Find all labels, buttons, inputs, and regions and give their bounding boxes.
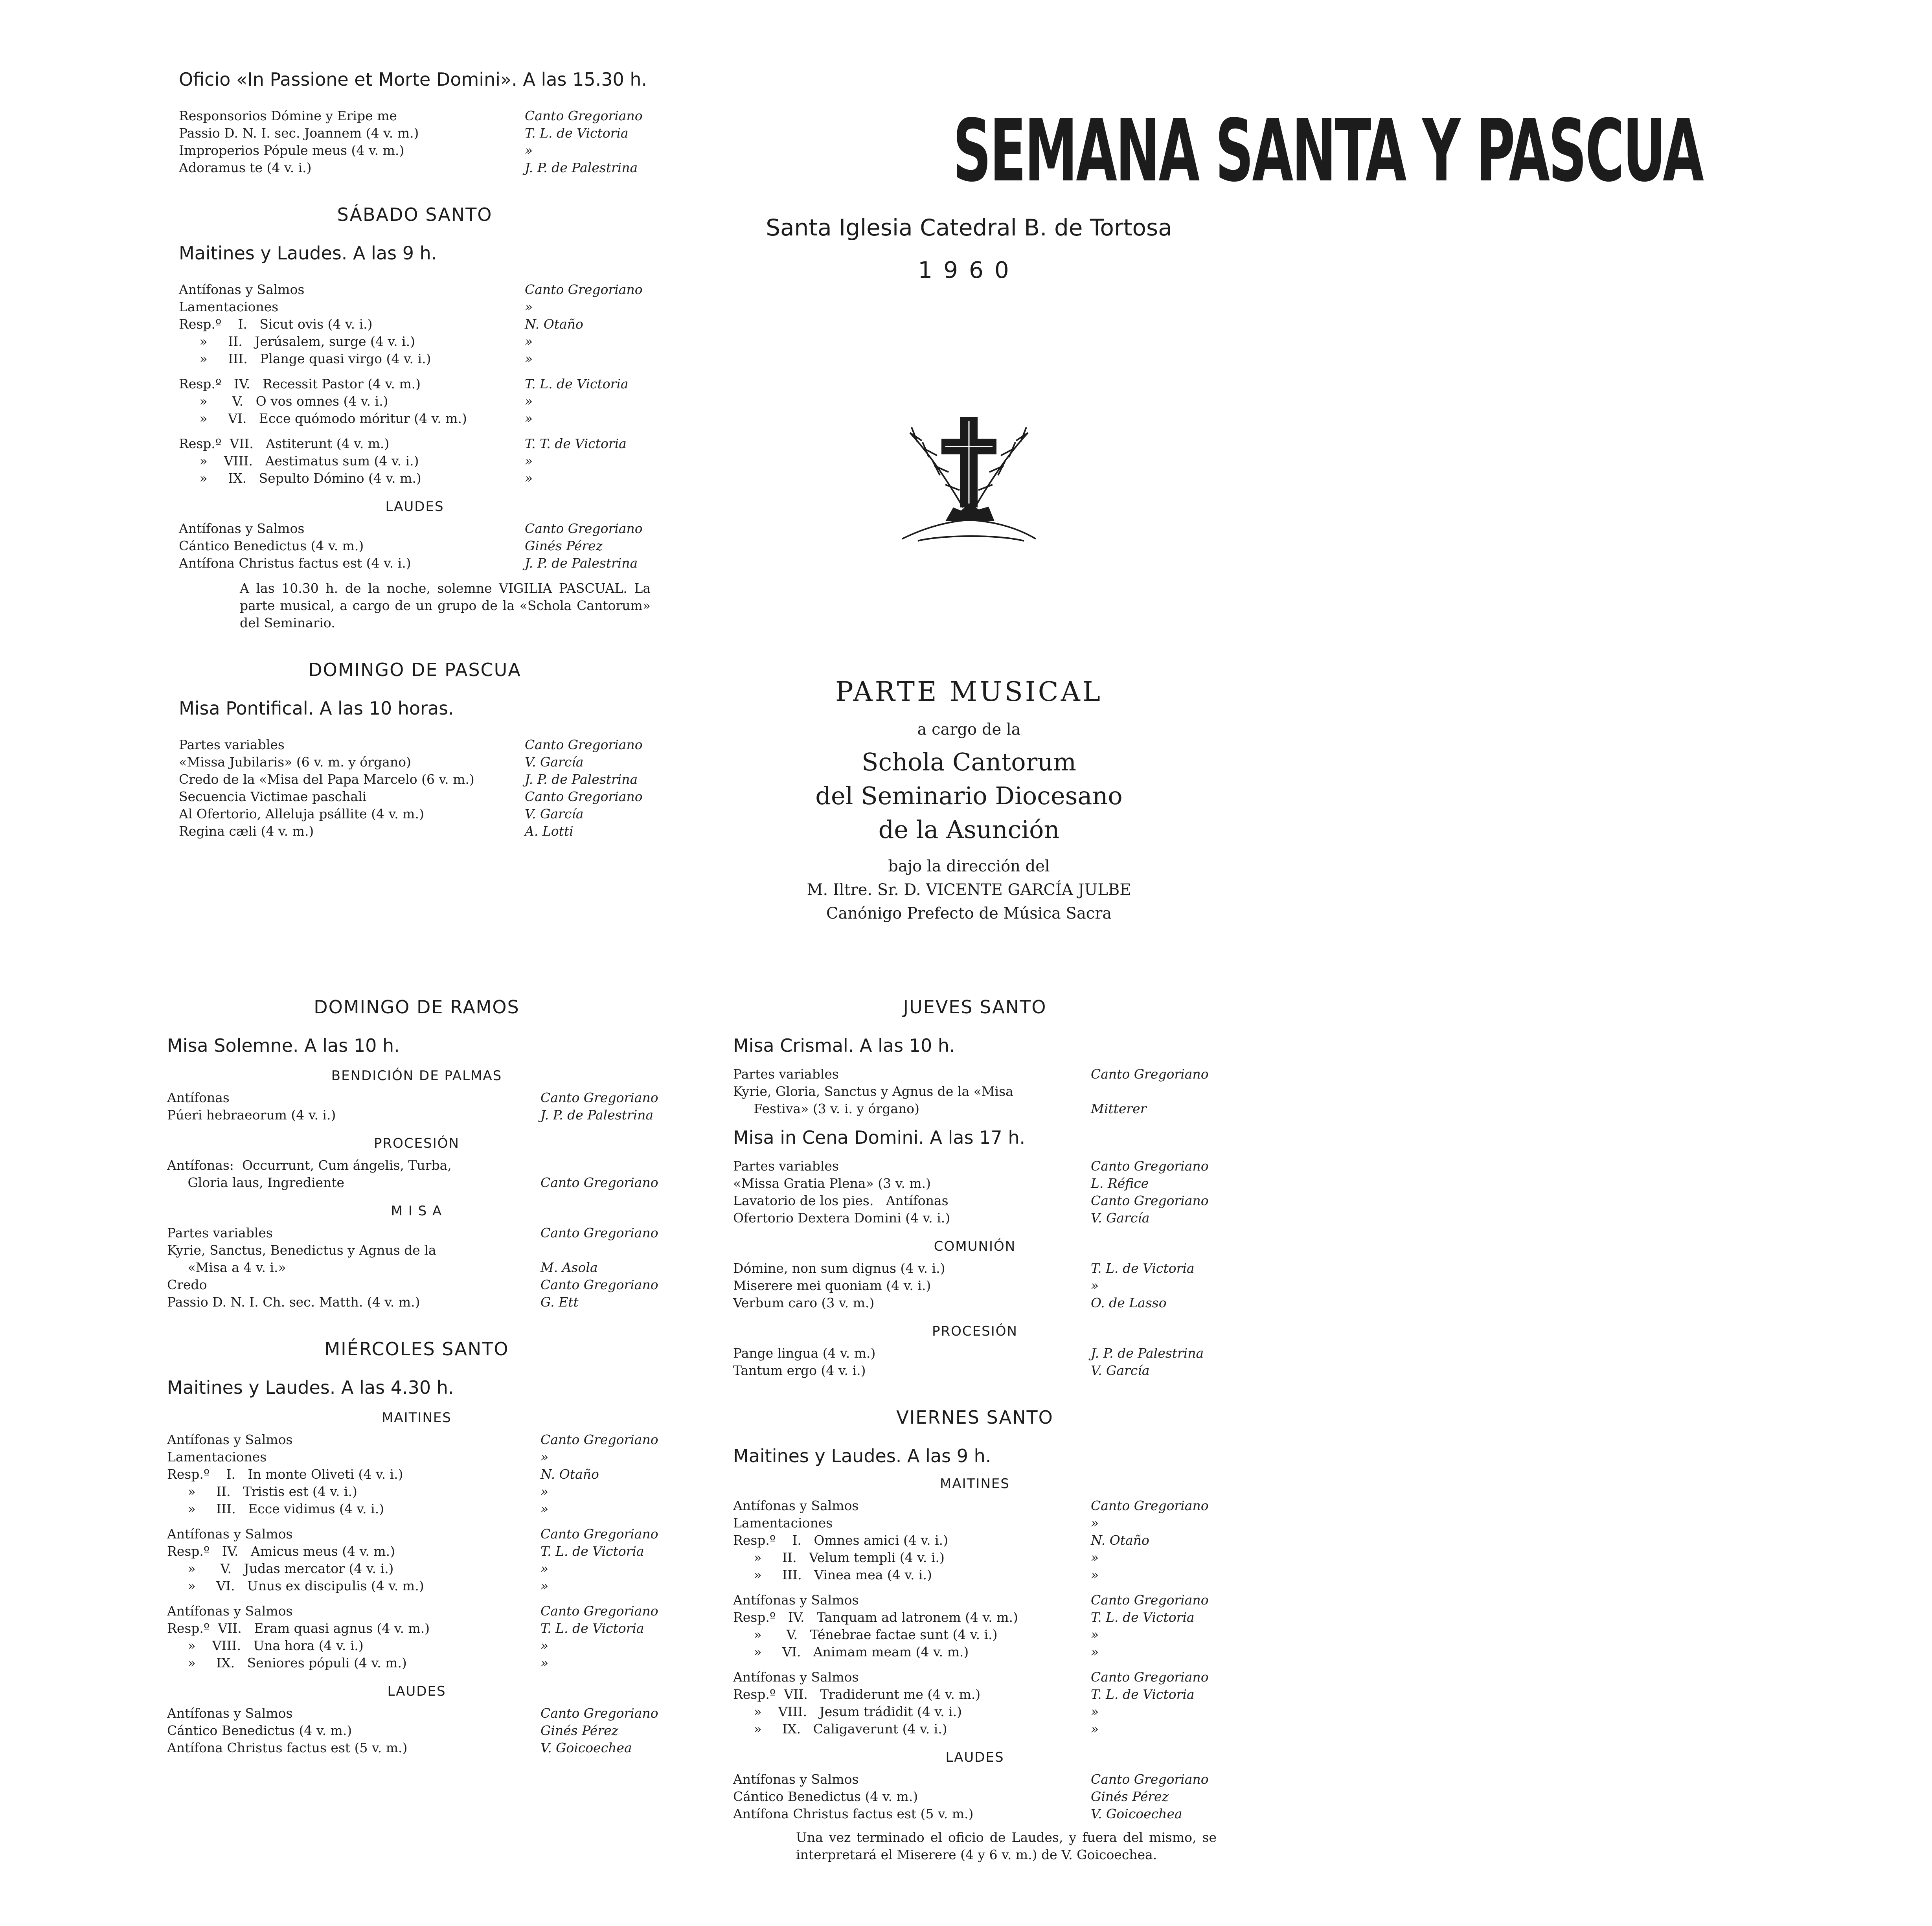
program-row — [733, 1260, 1217, 1277]
section-heading: LAUDES — [385, 499, 444, 515]
work-title: Passio D. N. I. sec. Joannem (4 v. m.) — [179, 125, 419, 141]
director-name: M. Iltre. Sr. D. VICENTE GARCÍA JULBE — [807, 881, 1131, 899]
panel-cover — [723, 100, 1703, 925]
composer: Canto Gregoriano — [1091, 1498, 1209, 1513]
program-row — [167, 1224, 666, 1242]
work-title: Resp.º I. Omnes amici (4 v. i.) — [733, 1533, 948, 1548]
composer: » — [525, 351, 533, 366]
program-row — [167, 1466, 666, 1483]
work-title: Partes variables — [733, 1066, 839, 1082]
program-row — [733, 1209, 1217, 1227]
cargo-text: a cargo de la — [917, 720, 1021, 739]
program-list — [733, 1066, 1217, 1117]
program-row — [179, 736, 651, 753]
program-row — [167, 1157, 666, 1174]
composer: » — [525, 334, 533, 349]
composer: Canto Gregoriano — [525, 521, 643, 536]
program-row — [179, 333, 651, 350]
program-row — [733, 1175, 1217, 1192]
program-row — [733, 1514, 1217, 1532]
vigil-note: A las 10.30 h. de la noche, solemne VIGILIA PASCUAL. La parte musical, a cargo de un grupo de la «Schola Cantorum» del Seminario. — [240, 581, 651, 630]
composer: T. L. de Victoria — [1091, 1687, 1195, 1702]
program-row — [167, 1560, 666, 1577]
program-row — [167, 1500, 666, 1518]
composer: T. L. de Victoria — [1091, 1610, 1195, 1625]
composer: N. Otaño — [525, 316, 583, 332]
composer: V. García — [1091, 1210, 1150, 1226]
work-title: Miserere mei quoniam (4 v. i.) — [733, 1278, 931, 1293]
program-row — [733, 1626, 1217, 1643]
work-title: Antífonas y Salmos — [733, 1669, 859, 1685]
work-title: Antífonas — [167, 1090, 230, 1105]
work-title: » II. Tristis est (4 v. i.) — [167, 1484, 357, 1499]
program-row — [179, 393, 651, 410]
panel-bottom-left — [167, 996, 666, 1757]
program-list — [733, 1345, 1217, 1379]
service-title: Misa Pontifical. A las 10 horas. — [179, 698, 454, 719]
program-row — [167, 1637, 666, 1654]
composer: Canto Gregoriano — [540, 1705, 658, 1721]
composer: » — [525, 470, 533, 486]
composer — [540, 1242, 666, 1259]
composer: V. García — [1091, 1363, 1150, 1378]
work-title: Lamentaciones — [167, 1449, 267, 1465]
work-title: » VIII. Aestimatus sum (4 v. i.) — [179, 453, 419, 469]
composer: » — [1091, 1644, 1099, 1660]
program-row — [179, 753, 651, 771]
composer: J. P. de Palestrina — [525, 160, 638, 175]
program-row — [733, 1192, 1217, 1209]
program-row — [179, 142, 651, 159]
composer: L. Réfice — [1091, 1176, 1149, 1191]
work-title: » III. Vinea mea (4 v. i.) — [733, 1567, 932, 1582]
program-row — [179, 470, 651, 487]
composer: Canto Gregoriano — [1091, 1669, 1209, 1685]
work-title: Antífonas y Salmos — [733, 1772, 859, 1787]
composer: M. Asola — [540, 1260, 598, 1275]
section-heading: PROCESIÓN — [374, 1136, 460, 1151]
program-list — [733, 1771, 1217, 1823]
section-heading: LAUDES — [945, 1750, 1004, 1765]
work-title: Resp.º I. In monte Oliveti (4 v. i.) — [167, 1467, 403, 1482]
composer: Canto Gregoriano — [540, 1175, 658, 1190]
program-list — [733, 1158, 1217, 1227]
service-title: Maitines y Laudes. A las 9 h. — [179, 243, 437, 264]
program-list — [179, 520, 651, 572]
composer: » — [1091, 1278, 1099, 1293]
day-heading: SÁBADO SANTO — [337, 204, 493, 225]
composer: T. L. de Victoria — [540, 1621, 644, 1636]
year: 1960 — [918, 257, 1020, 283]
composer: » — [1091, 1721, 1099, 1737]
direction-text: bajo la dirección del — [888, 857, 1050, 875]
work-title: Antífonas y Salmos — [733, 1498, 859, 1513]
composer — [540, 1157, 666, 1174]
composer: » — [525, 411, 533, 426]
composer: V. García — [525, 754, 584, 770]
work-title: Gloria laus, Ingrediente — [167, 1175, 345, 1190]
work-title: Resp.º VII. Eram quasi agnus (4 v. m.) — [167, 1621, 430, 1636]
work-title: Púeri hebraeorum (4 v. i.) — [167, 1107, 336, 1123]
work-title: » V. Judas mercator (4 v. i.) — [167, 1561, 394, 1576]
schola-line: Schola Cantorum — [862, 748, 1076, 776]
program-row — [733, 1497, 1217, 1514]
composer: J. P. de Palestrina — [525, 555, 638, 571]
work-title: Antífona Christus factus est (5 v. m.) — [733, 1806, 974, 1821]
program-row — [179, 537, 651, 555]
composer: Canto Gregoriano — [525, 737, 643, 752]
composer: T. L. de Victoria — [525, 376, 629, 391]
composer: Canto Gregoriano — [525, 108, 643, 123]
work-title: » VI. Animam meam (4 v. m.) — [733, 1644, 969, 1660]
program-list — [733, 1260, 1217, 1312]
program-row — [733, 1669, 1217, 1686]
work-title: Lamentaciones — [179, 299, 279, 314]
work-title: Antífonas: Occurrunt, Cum ángelis, Turba, — [167, 1158, 452, 1173]
service-title: Misa Crismal. A las 10 h. — [733, 1035, 955, 1056]
program-row — [167, 1739, 666, 1757]
composer — [1091, 1083, 1217, 1100]
program-row — [733, 1643, 1217, 1661]
work-title: «Misa a 4 v. i.» — [167, 1260, 286, 1275]
program-row — [733, 1277, 1217, 1294]
work-title: Antífonas y Salmos — [733, 1592, 859, 1608]
work-title: Adoramus te (4 v. i.) — [179, 160, 312, 175]
composer: Ginés Pérez — [525, 538, 603, 553]
work-title: Cántico Benedictus (4 v. m.) — [733, 1789, 918, 1804]
program-row — [167, 1654, 666, 1672]
program-row — [167, 1722, 666, 1739]
program-list — [167, 1705, 666, 1757]
composer: » — [540, 1638, 549, 1653]
program-row — [167, 1089, 666, 1106]
program-row — [179, 298, 651, 316]
composer: G. Ett — [540, 1294, 579, 1310]
program-list — [167, 1089, 666, 1124]
composer: » — [1091, 1627, 1099, 1642]
work-title: Dómine, non sum dignus (4 v. i.) — [733, 1261, 945, 1276]
composer: T. T. de Victoria — [525, 436, 627, 451]
composer: » — [525, 453, 533, 469]
program-row — [179, 555, 651, 572]
program-row — [167, 1483, 666, 1500]
program-row — [167, 1525, 666, 1543]
composer: Canto Gregoriano — [1091, 1158, 1209, 1174]
program-list — [179, 435, 651, 487]
program-row — [167, 1577, 666, 1595]
program-list — [167, 1525, 666, 1595]
program-list — [179, 107, 651, 176]
day-heading: MIÉRCOLES SANTO — [324, 1338, 509, 1360]
program-row — [179, 805, 651, 823]
director-title: Canónigo Prefecto de Música Sacra — [826, 904, 1112, 923]
panel-top-left — [179, 69, 651, 840]
program-row — [733, 1345, 1217, 1362]
composer: » — [540, 1501, 549, 1516]
program-row — [733, 1566, 1217, 1584]
work-title: Resp.º IV. Tanquam ad latronem (4 v. m.) — [733, 1610, 1018, 1625]
section-heading: BENDICIÓN DE PALMAS — [331, 1068, 502, 1084]
work-title: Partes variables — [733, 1158, 839, 1174]
program-list — [167, 1603, 666, 1672]
program-row — [179, 375, 651, 393]
work-title: «Missa Jubilaris» (6 v. m. y órgano) — [179, 754, 411, 770]
work-title: Antífona Christus factus est (4 v. i.) — [179, 555, 411, 571]
work-title: » IX. Sepulto Dómino (4 v. m.) — [179, 470, 421, 486]
program-row — [733, 1549, 1217, 1566]
work-title: » II. Velum templi (4 v. i.) — [733, 1550, 945, 1565]
work-title: Passio D. N. I. Ch. sec. Matth. (4 v. m.) — [167, 1294, 420, 1310]
composer: V. Goicoechea — [1091, 1806, 1182, 1821]
program-row — [733, 1083, 1217, 1100]
work-title: Credo — [167, 1277, 207, 1292]
program-row — [179, 350, 651, 368]
program-row — [179, 281, 651, 298]
work-title: Antífonas y Salmos — [167, 1603, 293, 1619]
work-title: » V. O vos omnes (4 v. i.) — [179, 393, 388, 409]
panel-bottom-right — [733, 996, 1217, 1864]
composer: Canto Gregoriano — [525, 789, 643, 804]
work-title: Lamentaciones — [733, 1515, 833, 1531]
program-row — [733, 1788, 1217, 1805]
work-title: » VI. Ecce quómodo móritur (4 v. m.) — [179, 411, 467, 426]
work-title: Antífonas y Salmos — [167, 1526, 293, 1542]
program-row — [167, 1431, 666, 1448]
composer: V. Goicoechea — [540, 1740, 632, 1755]
composer: T. L. de Victoria — [540, 1544, 644, 1559]
work-title: Partes variables — [167, 1225, 273, 1241]
work-title: Festiva» (3 v. i. y órgano) — [733, 1101, 919, 1116]
section-heading: MAITINES — [382, 1410, 452, 1426]
composer: » — [525, 299, 533, 314]
day-heading: DOMINGO DE RAMOS — [314, 996, 520, 1018]
program-row — [167, 1174, 666, 1191]
program-list — [167, 1224, 666, 1311]
work-title: Resp.º VII. Astiterunt (4 v. m.) — [179, 436, 390, 451]
work-title: Antífonas y Salmos — [179, 521, 305, 536]
composer: N. Otaño — [540, 1467, 599, 1482]
cross-palms-emblem-icon — [894, 409, 1044, 555]
program-row — [733, 1100, 1217, 1117]
composer: J. P. de Palestrina — [1091, 1345, 1204, 1361]
program-row — [179, 520, 651, 537]
program-row — [167, 1448, 666, 1466]
composer: Canto Gregoriano — [1091, 1772, 1209, 1787]
program-list — [179, 375, 651, 427]
composer: T. L. de Victoria — [525, 125, 629, 141]
work-title: Cántico Benedictus (4 v. m.) — [179, 538, 364, 553]
composer: » — [540, 1484, 549, 1499]
composer: N. Otaño — [1091, 1533, 1149, 1548]
composer: » — [540, 1655, 549, 1671]
program-row — [733, 1592, 1217, 1609]
composer: O. de Lasso — [1091, 1295, 1167, 1310]
work-title: Al Ofertorio, Alleluja psállite (4 v. m.) — [179, 806, 424, 821]
parte-musical-heading: PARTE MUSICAL — [835, 676, 1103, 708]
work-title: Credo de la «Misa del Papa Marcelo (6 v. m.) — [179, 772, 474, 787]
program-row — [167, 1276, 666, 1294]
work-title: » VIII. Jesum trádidit (4 v. i.) — [733, 1704, 962, 1719]
work-title: Regina cæli (4 v. m.) — [179, 823, 314, 839]
program-row — [733, 1703, 1217, 1720]
work-title: Antífonas y Salmos — [167, 1705, 293, 1721]
day-heading: VIERNES SANTO — [896, 1407, 1053, 1428]
day-heading: DOMINGO DE PASCUA — [308, 659, 521, 680]
section-heading: LAUDES — [387, 1683, 446, 1699]
composer: T. L. de Victoria — [1091, 1261, 1195, 1276]
work-title: Resp.º VII. Tradiderunt me (4 v. m.) — [733, 1687, 981, 1702]
section-heading: MAITINES — [940, 1476, 1010, 1492]
composer: V. García — [525, 806, 584, 821]
program-row — [733, 1362, 1217, 1379]
program-row — [733, 1294, 1217, 1312]
service-title: Maitines y Laudes. A las 4.30 h. — [167, 1377, 454, 1398]
work-title: Kyrie, Gloria, Sanctus y Agnus de la «Misa — [733, 1084, 1013, 1099]
work-title: » III. Plange quasi virgo (4 v. i.) — [179, 351, 431, 366]
work-title: » VI. Unus ex discipulis (4 v. m.) — [167, 1578, 424, 1593]
service-title: Oficio «In Passione et Morte Domini». A las 15.30 h. — [179, 69, 647, 90]
program-list — [167, 1157, 666, 1191]
day-heading: JUEVES SANTO — [903, 996, 1047, 1018]
program-row — [179, 435, 651, 452]
work-title: Ofertorio Dextera Domini (4 v. i.) — [733, 1210, 950, 1226]
program-row — [179, 159, 651, 176]
church-name: Santa Iglesia Catedral B. de Tortosa — [766, 214, 1172, 241]
program-row — [167, 1106, 666, 1124]
work-title: Antífonas y Salmos — [167, 1432, 293, 1447]
program-row — [167, 1603, 666, 1620]
composer: » — [1091, 1515, 1099, 1531]
program-row — [179, 788, 651, 805]
program-row — [179, 823, 651, 840]
composer: A. Lotti — [525, 823, 574, 839]
work-title: Secuencia Victimae paschali — [179, 789, 367, 804]
composer: Canto Gregoriano — [540, 1526, 658, 1542]
schola-line: del Seminario Diocesano — [815, 781, 1123, 810]
composer: Ginés Pérez — [1091, 1789, 1169, 1804]
program-list — [733, 1669, 1217, 1738]
program-row — [179, 125, 651, 142]
composer: Canto Gregoriano — [540, 1090, 658, 1105]
composer: J. P. de Palestrina — [540, 1107, 654, 1123]
work-title: Verbum caro (3 v. m.) — [733, 1295, 875, 1310]
program-row — [167, 1543, 666, 1560]
composer: Ginés Pérez — [540, 1723, 619, 1738]
service-title: Maitines y Laudes. A las 9 h. — [733, 1445, 991, 1467]
program-row — [733, 1805, 1217, 1823]
program-list — [179, 736, 651, 840]
work-title: Kyrie, Sanctus, Benedictus y Agnus de la — [167, 1242, 436, 1258]
program-row — [167, 1705, 666, 1722]
program-row — [733, 1532, 1217, 1549]
work-title: Resp.º IV. Amicus meus (4 v. m.) — [167, 1544, 395, 1559]
composer: » — [540, 1449, 549, 1465]
composer: » — [1091, 1567, 1099, 1582]
composer: Mitterer — [1091, 1101, 1147, 1116]
program-row — [179, 410, 651, 427]
program-row — [179, 452, 651, 470]
program-row — [167, 1242, 666, 1259]
work-title: Responsorios Dómine y Eripe me — [179, 108, 397, 123]
composer: Canto Gregoriano — [540, 1225, 658, 1241]
section-heading: PROCESIÓN — [932, 1323, 1018, 1339]
composer: » — [540, 1578, 549, 1593]
composer: » — [525, 143, 533, 158]
composer: Canto Gregoriano — [1091, 1193, 1209, 1208]
composer: » — [1091, 1550, 1099, 1565]
composer: Canto Gregoriano — [540, 1603, 658, 1619]
work-title: Cántico Benedictus (4 v. m.) — [167, 1723, 352, 1738]
service-title: Misa Solemne. A las 10 h. — [167, 1035, 400, 1056]
program-row — [733, 1771, 1217, 1788]
program-row — [167, 1259, 666, 1276]
work-title: » V. Ténebrae factae sunt (4 v. i.) — [733, 1627, 998, 1642]
work-title: «Missa Gratia Plena» (3 v. m.) — [733, 1176, 931, 1191]
work-title: Resp.º I. Sicut ovis (4 v. i.) — [179, 316, 373, 332]
work-title: Pange lingua (4 v. m.) — [733, 1345, 876, 1361]
program-row — [179, 771, 651, 788]
composer: Canto Gregoriano — [1091, 1066, 1209, 1082]
work-title: Lavatorio de los pies. Antífonas — [733, 1193, 949, 1208]
composer: » — [1091, 1704, 1099, 1719]
composer: Canto Gregoriano — [540, 1432, 658, 1447]
program-row — [733, 1158, 1217, 1175]
service-title: Misa in Cena Domini. A las 17 h. — [733, 1127, 1026, 1148]
program-list — [167, 1431, 666, 1518]
program-row — [167, 1294, 666, 1311]
program-row — [733, 1686, 1217, 1703]
composer: Canto Gregoriano — [1091, 1592, 1209, 1608]
work-title: Improperios Pópule meus (4 v. m.) — [179, 143, 404, 158]
work-title: » IX. Caligaverunt (4 v. i.) — [733, 1721, 947, 1737]
program-row — [179, 316, 651, 333]
work-title: Tantum ergo (4 v. i.) — [733, 1363, 866, 1378]
cover-title: SEMANA SANTA Y PASCUA — [953, 101, 1703, 201]
section-heading: M I S A — [391, 1203, 443, 1219]
miserere-note: Una vez terminado el oficio de Laudes, y fuera del mismo, se interpretará el Miserere (4 y 6 v. m.) de V. Goicoechea. — [796, 1830, 1217, 1862]
program-row — [167, 1620, 666, 1637]
program-list — [179, 281, 651, 368]
program-row — [733, 1720, 1217, 1738]
section-heading: COMUNIÓN — [934, 1239, 1016, 1254]
program-list — [733, 1497, 1217, 1584]
composer: Canto Gregoriano — [540, 1277, 658, 1292]
work-title: » VIII. Una hora (4 v. i.) — [167, 1638, 364, 1653]
composer: Canto Gregoriano — [525, 282, 643, 297]
composer: J. P. de Palestrina — [525, 772, 638, 787]
program-row — [733, 1609, 1217, 1626]
composer: » — [540, 1561, 549, 1576]
work-title: Antífona Christus factus est (5 v. m.) — [167, 1740, 408, 1755]
work-title: Antífonas y Salmos — [179, 282, 305, 297]
program-row — [733, 1066, 1217, 1083]
schola-line: de la Asunción — [878, 815, 1060, 844]
work-title: Partes variables — [179, 737, 285, 752]
program-row — [179, 107, 651, 125]
work-title: Resp.º IV. Recessit Pastor (4 v. m.) — [179, 376, 421, 391]
program-list — [733, 1592, 1217, 1661]
work-title: » IX. Seniores pópuli (4 v. m.) — [167, 1655, 407, 1671]
work-title: » III. Ecce vidimus (4 v. i.) — [167, 1501, 384, 1516]
work-title: » II. Jerúsalem, surge (4 v. i.) — [179, 334, 415, 349]
composer: » — [525, 393, 533, 409]
